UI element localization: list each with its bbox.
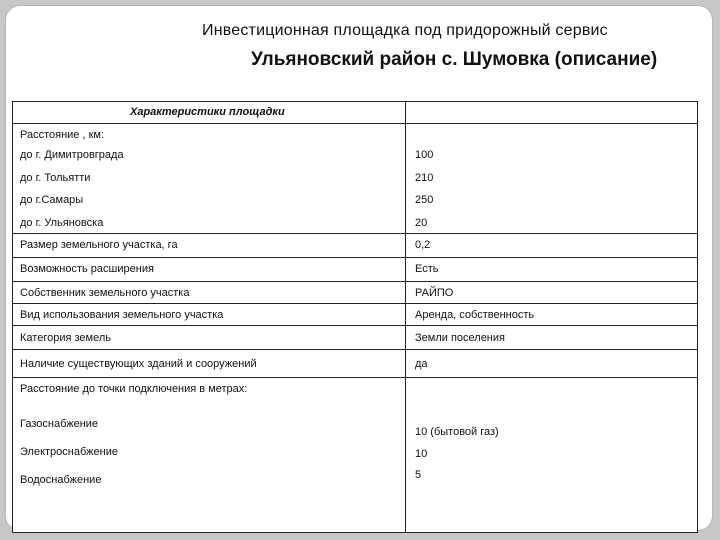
row-value: 10 (бытовой газ) xyxy=(415,426,499,438)
row-value: РАЙПО xyxy=(415,287,454,299)
row-label: Возможность расширения xyxy=(20,263,154,275)
row-label: Категория земель xyxy=(20,332,111,344)
table-row xyxy=(13,144,697,166)
row-label: до г. Ульяновска xyxy=(20,217,104,229)
table-row xyxy=(13,446,697,472)
table-row xyxy=(13,234,697,258)
table-row xyxy=(13,210,697,234)
table-row xyxy=(13,402,697,450)
table-header-row xyxy=(13,102,697,124)
table-row xyxy=(13,282,697,304)
table-row xyxy=(13,326,697,350)
distance-label-row xyxy=(13,124,697,144)
distance-label: Расстояние , км: xyxy=(20,129,105,141)
table-row xyxy=(13,469,697,502)
row-label: Собственник земельного участка xyxy=(20,287,190,299)
row-value: 5 xyxy=(415,469,422,481)
row-label: Наличие существующих зданий и сооружений xyxy=(20,358,257,370)
table-row xyxy=(13,166,697,188)
row-value: 20 xyxy=(415,217,428,229)
table-row xyxy=(13,350,697,378)
row-label: до г. Димитровграда xyxy=(20,149,124,161)
row-value: 0,2 xyxy=(415,239,431,251)
table-header: Характеристики площадки xyxy=(130,106,285,118)
connection-label: Расстояние до точки подключения в метрах: xyxy=(20,383,248,395)
row-value: 10 xyxy=(415,448,428,460)
row-value: Земли поселения xyxy=(415,332,505,344)
characteristics-table xyxy=(12,101,698,533)
table-row xyxy=(13,304,697,326)
row-label: Электроснабжение xyxy=(20,446,118,458)
row-label: Вид использования земельного участка xyxy=(20,309,224,321)
row-label: до г. Тольятти xyxy=(20,172,91,184)
table-row xyxy=(13,258,697,282)
row-value: 250 xyxy=(415,194,434,206)
row-value: 210 xyxy=(415,172,434,184)
row-label: Газоснабжение xyxy=(20,418,99,430)
row-value: да xyxy=(415,358,428,370)
row-label: Размер земельного участка, га xyxy=(20,239,178,251)
connection-label-row xyxy=(13,378,697,402)
row-value: 100 xyxy=(415,149,434,161)
row-label: Водоснабжение xyxy=(20,474,102,486)
row-value: Есть xyxy=(415,263,439,275)
row-label: до г.Самары xyxy=(20,194,84,206)
table-row xyxy=(13,188,697,210)
title-line-1: Инвестиционная площадка под придорожный сервис xyxy=(202,22,608,39)
title-line-2: Ульяновский район с. Шумовка (описание) xyxy=(251,49,658,70)
row-value: Аренда, собственность xyxy=(415,309,535,321)
